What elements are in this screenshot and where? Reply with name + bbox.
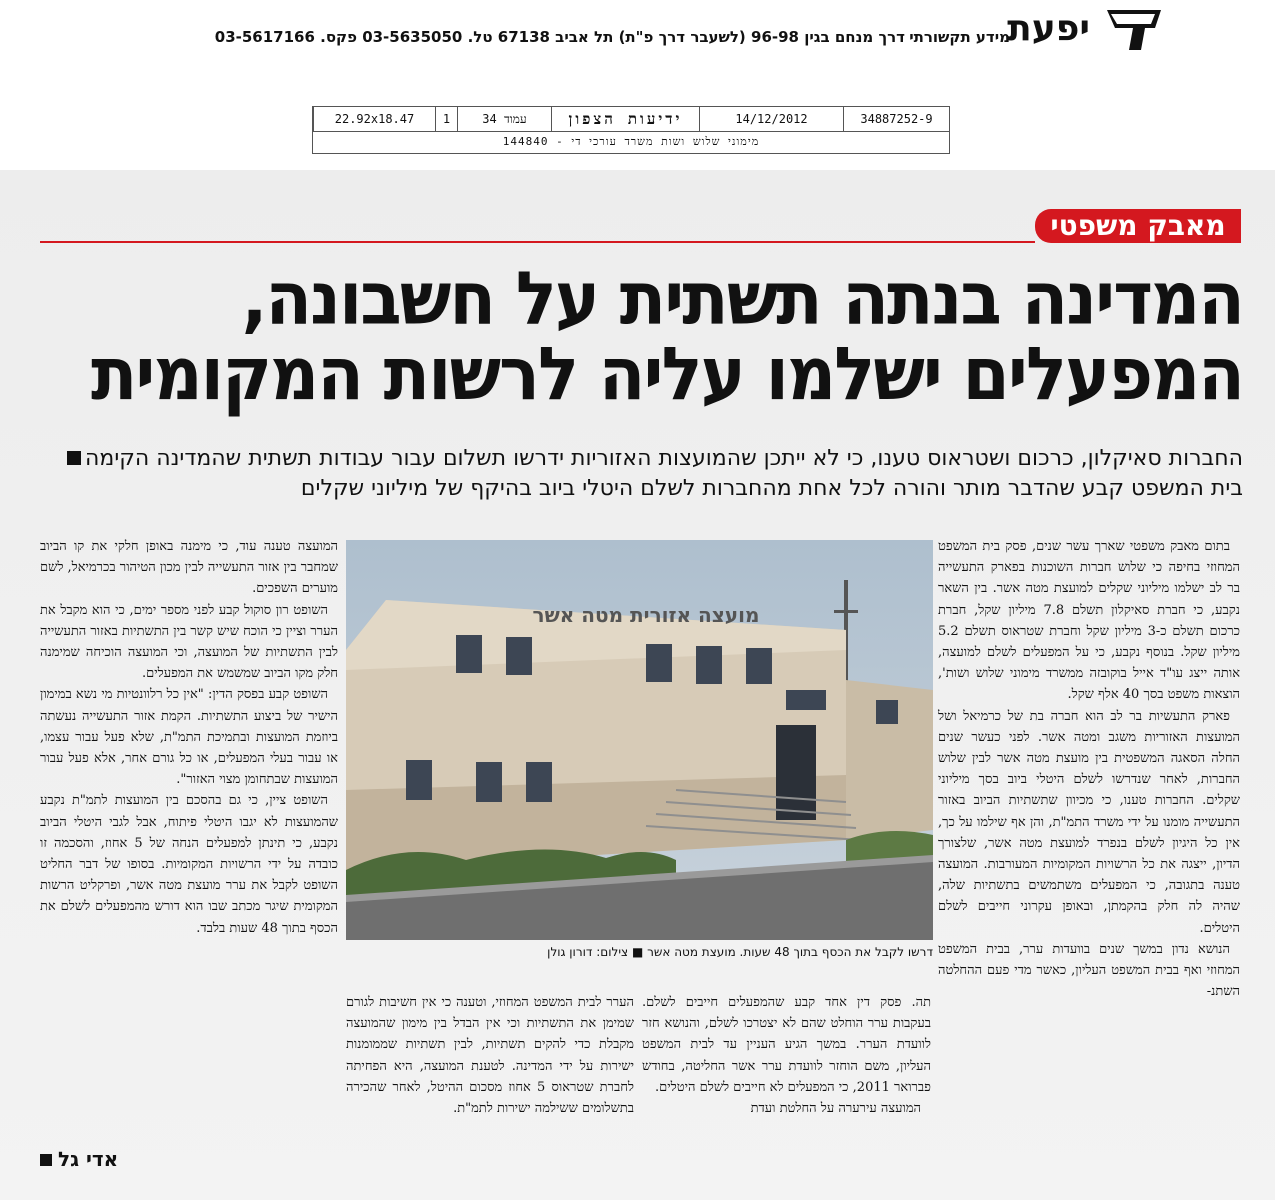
bullet-square-icon — [67, 451, 81, 465]
headline-line-2: המפעלים ישלמו עליה לרשות המקומית — [90, 332, 1243, 418]
section-rule — [40, 241, 1035, 243]
clip-size: 22.92x18.47 — [313, 107, 435, 131]
byline-name: אדי גל — [58, 1147, 119, 1171]
clipping-header — [0, 0, 1275, 100]
article-subhead — [33, 444, 1243, 504]
article-column-mid-left — [346, 992, 634, 1119]
clip-client: מימוני שלוש ושות משרד עורכי די - 144840 — [502, 135, 760, 148]
bullet-square-icon — [40, 1154, 52, 1166]
paragraph: המועצה עירערה על החלטת ועדת — [750, 1101, 921, 1117]
paragraph: פארק התעשיות בר לב הוא חברה בת של כרמיאל ושל המועצות האזוריות משגב ומטה אשר. לפני כעשר שנים החלה הסאגה המשפטית בין מועצת מטה אשר לבין שלוש החברות, לאחר שנדרשו לשלם היטלי ביוב בסך מיליוני שקלים. החברות טענו, כי מכיוון שתשתיות הביוב באזור התעשייה מומנו על ידי משרד התמ"ת, והן אף שילמו על כך, אין כל היגיון לשלם בנפרד למועצת מטה אשר, שלצורך הדיון, ייצגה את כל הרשויות המקומיות המעורבות. המועצה טענה בתגובה, כי המפעלים משתמשים בתשתיות שלה, שהיה לה חלק בהקמתן, ובאופן עקרוני חייבים לשלם היטלים. — [938, 708, 1240, 936]
section-badge: מאבק משפטי — [1035, 209, 1241, 243]
subhead-text-1: החברות סאיקלון, כרכום ושטראוס טענו, כי לא ייתכן שהמועצות האזוריות ידרשו תשלום עבור עבודות תשתית שהמדינה הקימה — [85, 446, 1243, 471]
subhead-line-1 — [33, 444, 1243, 474]
clip-meta-table — [312, 106, 950, 154]
clip-meta-row — [313, 107, 949, 132]
clip-publication: ידיעות הצפון — [551, 107, 699, 131]
paragraph: השופט ציין, כי גם בהסכם בין המועצות לתמ"ת נקבע שהמועצות לא יגבו היטלי פיתוח, אבל לגבי היטלי הביוב נקבע, כי תינתן למפעלים הנחה של 5 אחוז, והסכמה זו כובדה על ידי הרשויות המקומיות. בסופו של דבר החליט השופט לקבל את ערר מועצת מטה אשר, ופרקליט הרשות המקומית שיגר מכתב שבו הוא דורש מהמפעלים לשלם את הכסף בתוך 48 שעות בלבד. — [40, 793, 338, 936]
paragraph: בתום מאבק משפטי שארך עשר שנים, פסק בית המשפט המחוזי בחיפה כי שלוש חברות השוכנות בפארק התעשייה בר לב ישלמו מיליוני שקלים למועצת מטה אשר. בין השאר נקבע, כי חברת סאיקלון תשלם 7.8 מיליון שקל, חברת כרכום תשלם כ-3 מיליון שקל וחברת שטראוס תשלם 5.2 מיליון שקל. בנוסף נקבע, כי על המפעלים לשלם למועצה, אותה ייצג עו"ד אייל בוקובזה ממשרד מימוני שלוש ושות', הוצאות משפט בסך 40 אלף שקל. — [938, 539, 1241, 703]
paragraph: הנושא נדון במשך שנים בוועדות ערר, בבית המשפט המחוזי ואף בבית המשפט העליון, כאשר מדי פעם ההחלטה השתנ- — [938, 941, 1240, 1000]
clip-id: 34887252-9 — [843, 107, 949, 131]
yifat-logo-icon — [1105, 6, 1163, 52]
building-sign: מועצה אזורית מטה אשר — [532, 603, 760, 627]
brand-name: יפעת — [1007, 8, 1090, 49]
article-headline — [33, 256, 1243, 418]
article-photo — [346, 540, 933, 940]
paragraph: המועצה טענה עוד, כי מימנה באופן חלקי את קו הביוב שמחבר בין אזור התעשייה לבין מכון הטיהור בכרמיאל, לשם מוערים השפכים. — [40, 539, 338, 597]
article-byline — [40, 1147, 118, 1171]
paragraph: תה. פסק דין אחד קבע שהמפעלים חייבים לשלם. בעקבות ערר הוחלט שהם לא יצטרכו לשלם, והנושא חזר לוועדת הערר. במשך הגיע העניין עד לבית המשפט העליון, משם הוחזר לוועדת ערר אשר החליטה, בחודש פברואר 2011, כי המפעלים לא חייבים לשלם היטלים. — [642, 995, 931, 1095]
photo-caption: דרשו לקבל את הכסף בתוך 48 שעות. מועצת מטה אשר ■ צילום: דורון גולן — [547, 945, 933, 959]
paragraph: הערר לבית המשפט המחוזי, וטענה כי אין חשיבות לגורם שמימן את התשתיות וכי אין הבדל בין מימון שהמועצה מקבלת כדי להקים תשתיות, לבין תשתיות שממומנות ישירות על ידי המדינה. לטענת המועצה, היא הפחיתה לחברת שטראוס 5 אחוז מסכום ההיטל, לאחר שהכירה בתשלומים ששילמה ישירות לתמ"ת. — [346, 995, 634, 1117]
clip-page: עמוד 34 — [457, 107, 551, 131]
article-column-mid-right — [642, 992, 931, 1119]
brand-tagline: מידע תקשורתי — [909, 28, 1010, 46]
clip-page-num: 1 — [435, 107, 457, 131]
paragraph: השופט רון סוקול קבע לפני מספר ימים, כי הוא מקבל את הערר וציין כי הוכח שיש קשר בין התשתיות באזור התעשייה לבין התשתיות של המועצה, וכי המועצה הוכיחה שמימנה חלק מקו הביוב שמשמש את המפעלים. — [40, 602, 338, 682]
subhead-line-2: בית המשפט קבע שהדבר מותר והורה לכל אחת מהחברות לשלם היטלי ביוב בהיקף של מיליוני שקלים — [300, 476, 1243, 501]
building-photo-image — [346, 540, 933, 940]
headline-line-1: המדינה בנתה תשתית על חשבונה, — [241, 256, 1243, 342]
paragraph: השופט קבע בפסק הדין: "אין כל רלוונטיות מי נשא במימון הישיר של ביצוע התשתיות. הקמת אזור התעשייה נעשתה ביוזמת המועצות ובתמיכת התמ"ת, שלא פעל עבור עצמו, או עבור בעלי המפעלים, או כל גורם אחר, אלא פעל עבור המועצות שבתחומן מצוי האזור". — [40, 687, 338, 788]
clip-date: 14/12/2012 — [699, 107, 843, 131]
article-column-left — [40, 536, 338, 939]
article-column-right — [938, 536, 1240, 1002]
brand-address: דרך מנחם בגין 96-98 (לשעבר דרך פ"ת) תל אביב 67138 טל. 03-5635050 פקס. 03-5617166 — [214, 28, 905, 46]
